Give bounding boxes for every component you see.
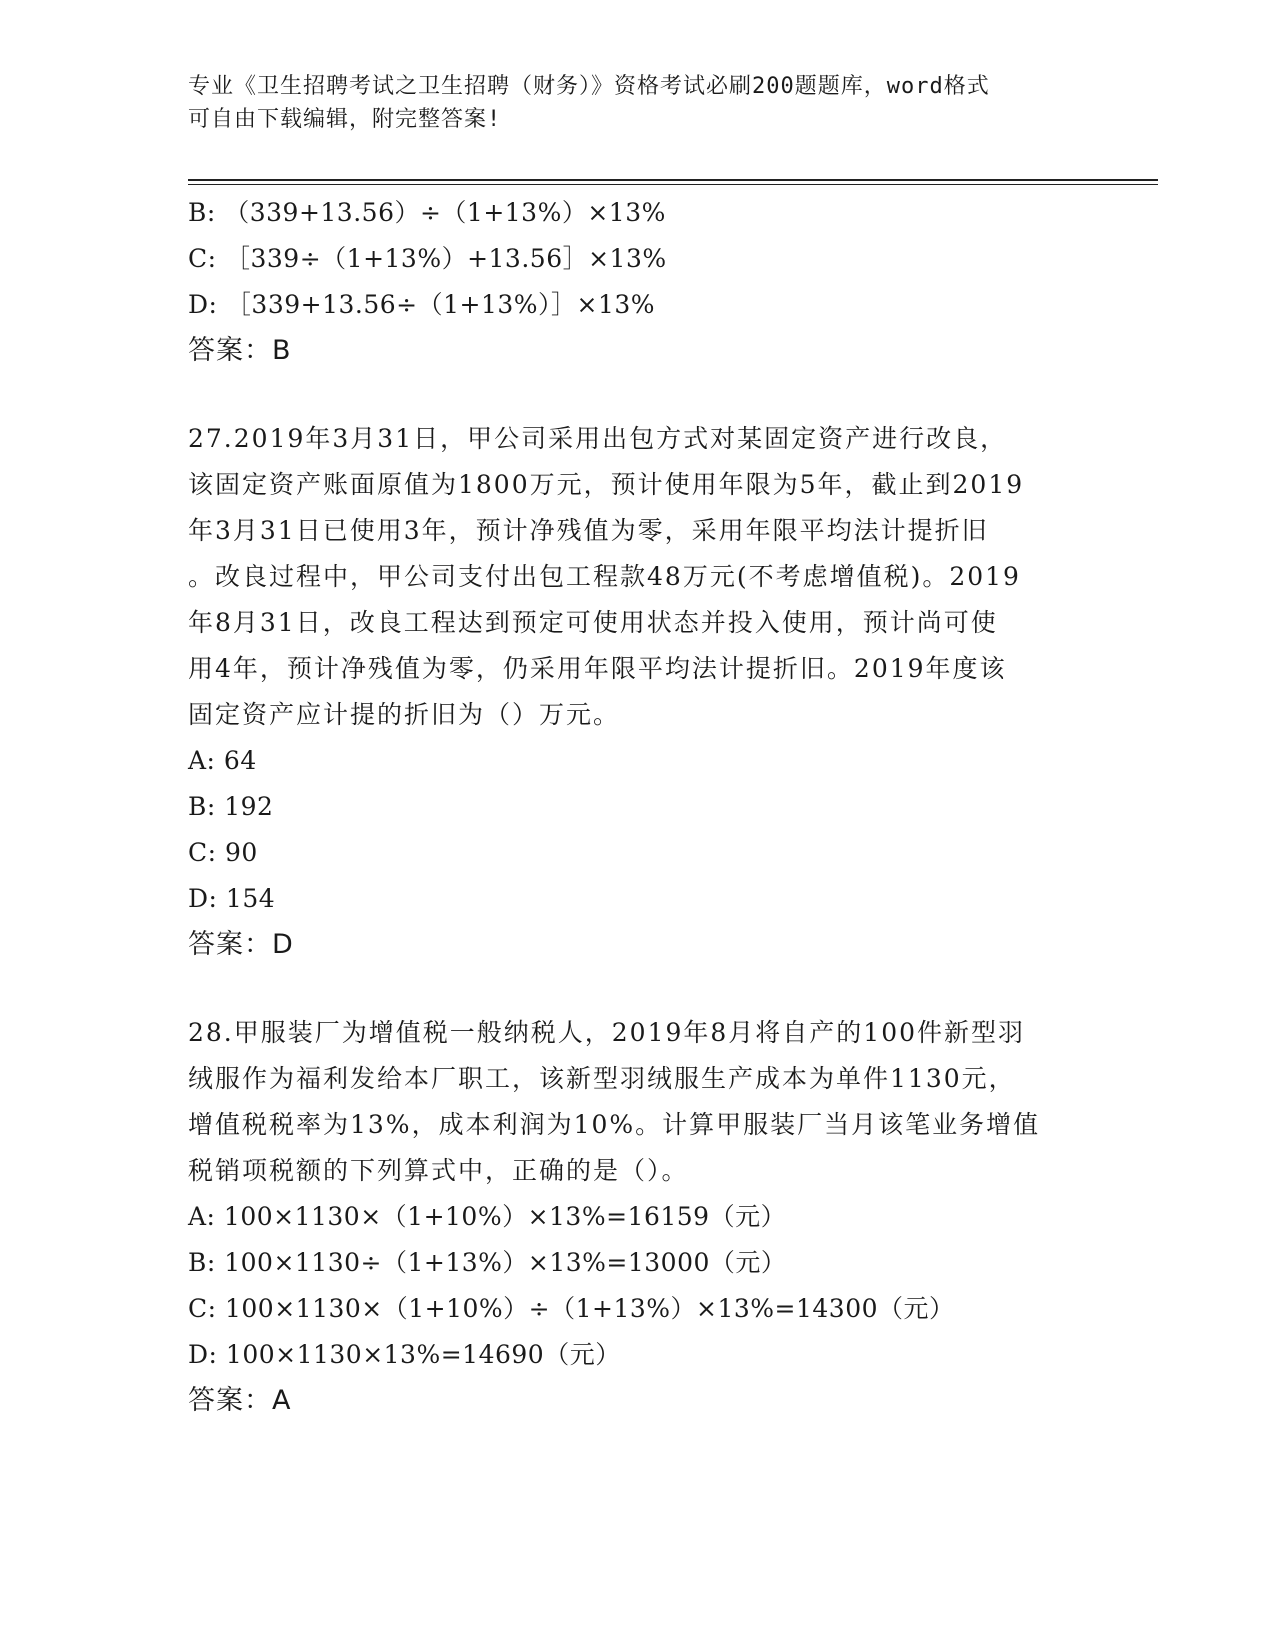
question-text-line: 固定资产应计提的折旧为（）万元。 — [188, 700, 621, 729]
answer-line: 答案：A — [188, 1385, 292, 1416]
option-a: A: 64 — [188, 746, 257, 775]
question-28-block — [188, 1010, 1088, 1424]
header-divider-thick — [188, 179, 1158, 181]
option-d: D: 154 — [188, 884, 276, 913]
spacer — [188, 968, 1088, 1010]
question-text-line: 用4年，预计净残值为零，仍采用年限平均法计提折旧。2019年度该 — [188, 654, 1007, 683]
option-d: D: ［339+13.56÷（1+13%）］×13% — [188, 290, 656, 319]
option-c: C: 100×1130×（1+10%）÷（1+13%）×13%=14300（元） — [188, 1294, 955, 1323]
option-b: B: （339+13.56）÷（1+13%）×13% — [188, 198, 666, 227]
prev-question-block — [188, 190, 1088, 374]
option-c: C: ［339÷（1+13%）+13.56］×13% — [188, 244, 667, 273]
header-divider-thin — [188, 184, 1158, 185]
question-text-line: 增值税税率为13%，成本利润为10%。计算甲服装厂当月该笔业务增值 — [188, 1110, 1041, 1139]
question-text-line: 税销项税额的下列算式中，正确的是（）。 — [188, 1156, 689, 1185]
question-text-line: 27.2019年3月31日，甲公司采用出包方式对某固定资产进行改良， — [188, 424, 1008, 453]
option-d: D: 100×1130×13%=14690（元） — [188, 1340, 621, 1369]
spacer — [188, 374, 1088, 416]
header-line-1: 专业《卫生招聘考试之卫生招聘（财务）》资格考试必刷200题题库，word格式 — [188, 74, 990, 99]
question-text-line: 年3月31日已使用3年，预计净残值为零，采用年限平均法计提折旧 — [188, 516, 989, 545]
option-b: B: 100×1130÷（1+13%）×13%=13000（元） — [188, 1248, 787, 1277]
option-a: A: 100×1130×（1+10%）×13%=16159（元） — [188, 1202, 787, 1231]
answer-line: 答案：D — [188, 929, 294, 960]
question-text-line: 年8月31日，改良工程达到预定可使用状态并投入使用，预计尚可使 — [188, 608, 998, 637]
page-content — [188, 190, 1088, 1424]
question-text-line: 该固定资产账面原值为1800万元，预计使用年限为5年，截止到2019 — [188, 470, 1025, 499]
question-text-line: 。改良过程中，甲公司支付出包工程款48万元(不考虑增值税)。2019 — [188, 562, 1021, 591]
question-27-block — [188, 416, 1088, 968]
answer-line: 答案：B — [188, 335, 292, 366]
header-line-2: 可自由下载编辑，附完整答案! — [188, 107, 502, 132]
option-b: B: 192 — [188, 792, 274, 821]
question-text-line: 绒服作为福利发给本厂职工，该新型羽绒服生产成本为单件1130元， — [188, 1064, 1016, 1093]
option-c: C: 90 — [188, 838, 258, 867]
question-text-line: 28.甲服装厂为增值税一般纳税人，2019年8月将自产的100件新型羽 — [188, 1018, 1026, 1047]
document-header — [188, 70, 1088, 136]
